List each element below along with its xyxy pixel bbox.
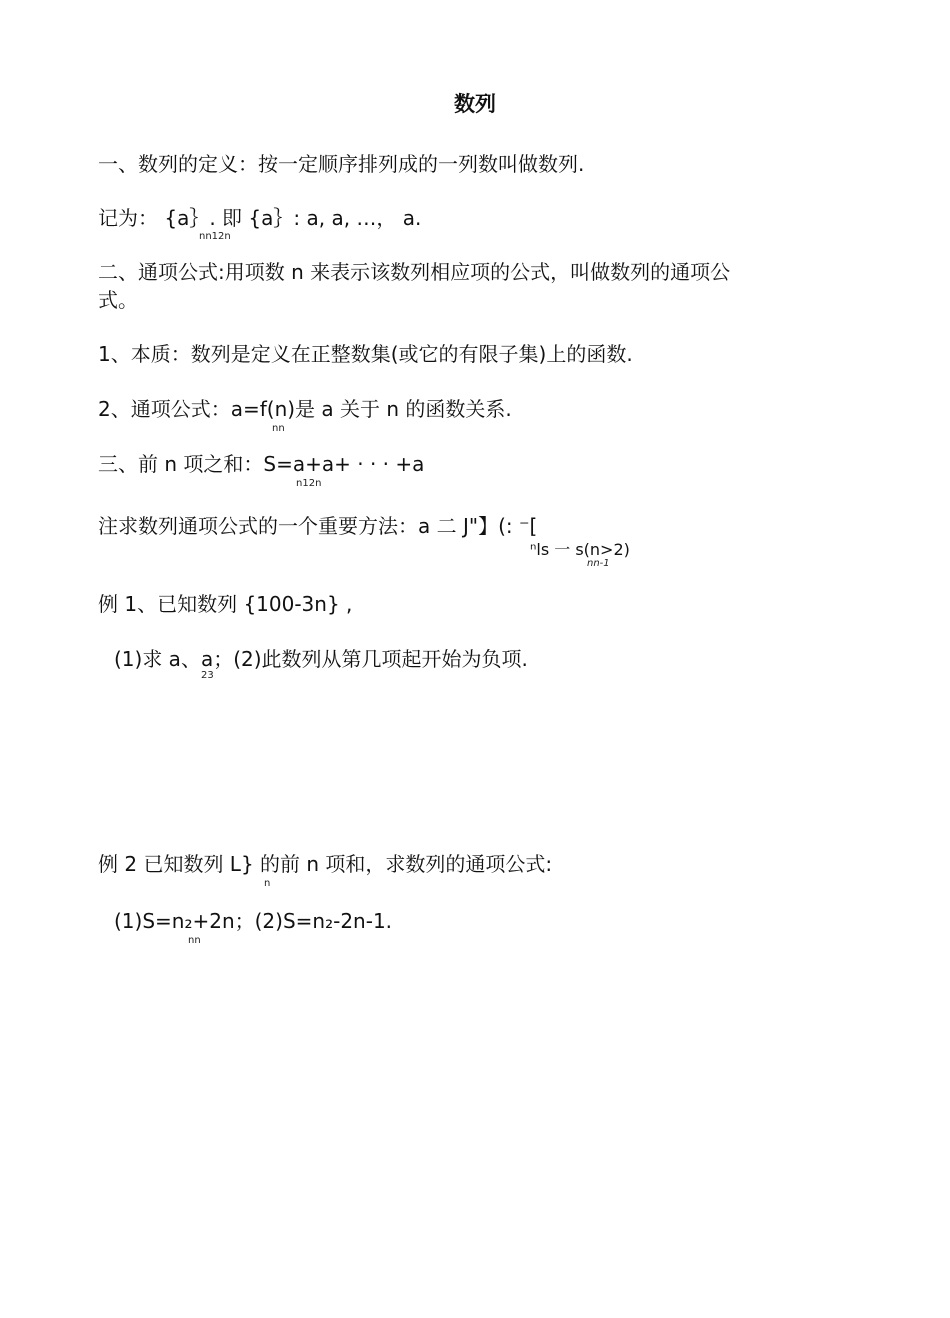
notation-subscripts: nn12n [199,231,231,242]
general-term-line-continued: 式。 [98,288,138,312]
note-line: 注求数列通项公式的一个重要方法：a 二 J"】(: ⁻[ [98,514,538,538]
partial-sum-subscripts: n12n [296,478,322,489]
formula-subscripts: nn [272,423,285,434]
page-title: 数列 [454,92,496,116]
general-term-line: 二、通项公式:用项数 n 来表示该数列相应项的公式，叫做数列的通项公 [98,260,731,284]
example-2-subscript: n [264,878,271,889]
note-formula-line: ⁿls 一 s(n>2) [530,540,630,559]
partial-sum-line: 三、前 n 项之和：S=a+a+ · · · +a [98,452,425,476]
example-1-question: (1)求 a、a；(2)此数列从第几项起开始为负项. [114,647,528,671]
example-2-question: (1)S=n₂+2n；(2)S=n₂-2n-1. [114,909,393,933]
formula-line: 2、通项公式：a=f(n)是 a 关于 n 的函数关系. [98,397,512,421]
example-2-question-subscripts: nn [188,935,201,946]
notation-line: 记为： {a｝. 即 {a｝: a, a, …， a. [98,206,422,230]
example-2-line: 例 2 已知数列 L} 的前 n 项和，求数列的通项公式: [98,852,553,876]
essence-line: 1、本质：数列是定义在正整数集(或它的有限子集)上的函数. [98,342,633,366]
example-1-subscripts: 23 [201,670,214,681]
definition-line: 一、数列的定义：按一定顺序排列成的一列数叫做数列. [98,152,585,176]
example-1-line: 例 1、已知数列 {100-3n} , [98,592,353,616]
note-subscripts: nn-1 [587,558,610,569]
